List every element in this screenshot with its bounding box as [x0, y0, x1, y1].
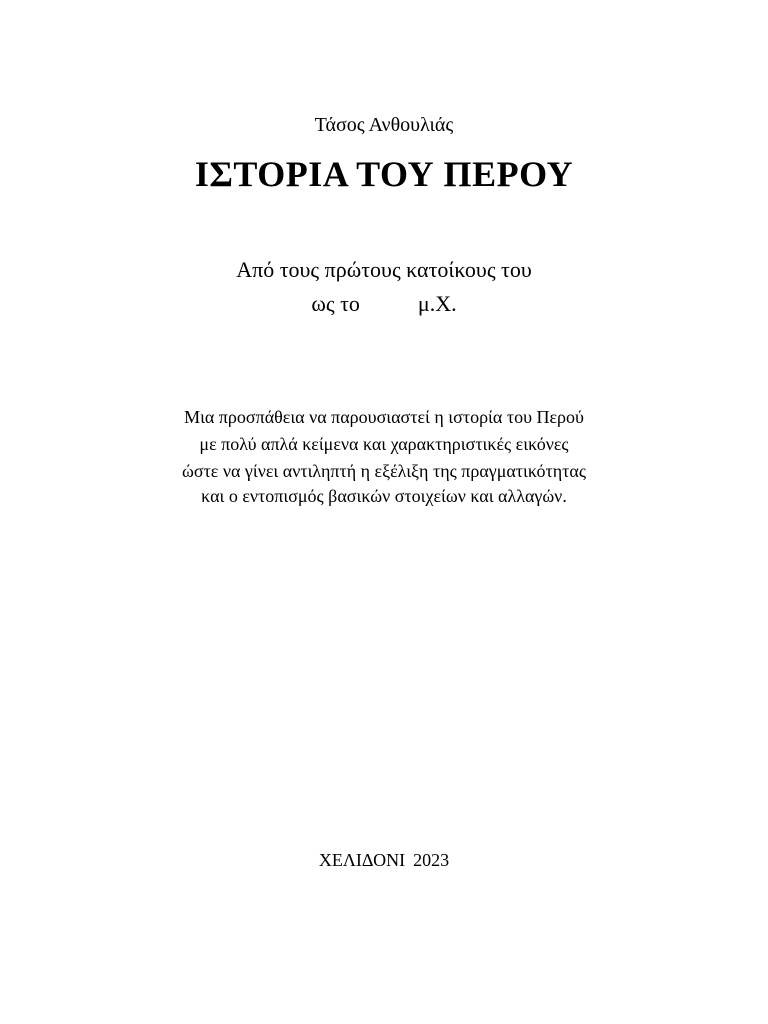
book-title: ΙΣΤΟΡΙΑ ΤΟΥ ΠΕΡΟΥ: [194, 154, 574, 194]
description-line-2: με πολύ απλά κείμενα και χαρακτηριστικές εικόνες: [199, 434, 569, 454]
publisher-line: [0, 848, 768, 872]
subtitle-line-2-end: μ.Χ.: [417, 291, 457, 316]
subtitle-line-2: [0, 290, 768, 318]
publisher-name: ΧΕΛΙΔΟΝΙ: [318, 850, 406, 870]
author-name: Τάσος Ανθουλιάς: [314, 114, 454, 136]
description-line-3: ώστε να γίνει αντιληπτή η εξέλιξη της πραγματικότητας: [182, 461, 586, 481]
description-line-4: και ο εντοπισμός βασικών στοιχείων και αλλαγών.: [201, 486, 567, 506]
description-line-1: Μια προσπάθεια να παρουσιαστεί η ιστορία του Περού: [184, 407, 584, 427]
subtitle-line-2-start: ως το: [311, 291, 360, 316]
publication-year: 2023: [413, 850, 450, 870]
subtitle-line-1: Από τους πρώτους κατοίκους του: [236, 257, 532, 282]
